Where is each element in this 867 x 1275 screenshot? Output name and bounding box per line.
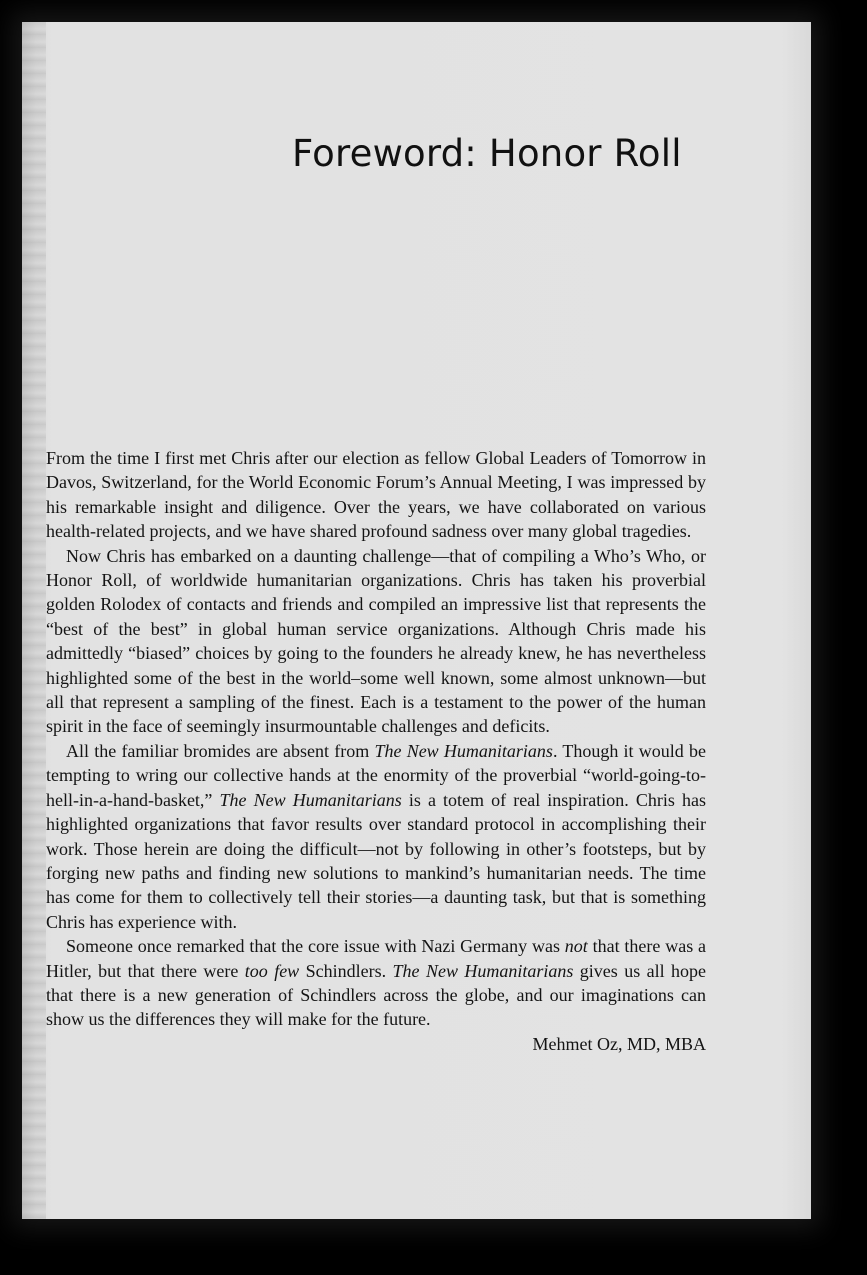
paragraph-2-text: Now Chris has embarked on a daunting challenge—that of compiling a Who’s Who, or Honor Roll, of worldwide humanitarian organizations. Chris has taken his proverbial golden Rolodex of contacts and friends and compiled an impressive list that represents the “best of the best” in global human service organizations. Although Chris made his admittedly “biased” choices by going to the founders he already knew, he has nevertheless highlighted some of the best in the world–some well known, some almost unknown—but all that represent a sampling of the finest. Each is a testament to the power of the human spirit in the face of seemingly insurmountable challenges and deficits.: [46, 545, 706, 737]
book-title-italic: The New Humanitarians: [374, 740, 553, 761]
page-title: Foreword: Honor Roll: [292, 132, 682, 175]
paragraph-4-text: Someone once remarked that the core issue with Nazi Germany was: [66, 936, 565, 957]
paragraph-2: [46, 544, 706, 739]
paragraph-1: [46, 446, 706, 544]
emphasis-italic: not: [564, 936, 588, 957]
paragraph-3-text: . Though it would be tempting to wring our collective hands at the enormity of the proverbial “world-going-to-hell-in-a-hand-basket,”: [46, 740, 706, 810]
paragraph-4-text: gives us all hope that there is a new generation of Schindlers across the globe, and our imaginations can show us the differences they will make for the future.: [46, 960, 707, 1030]
book-page: [22, 22, 811, 1219]
page-gutter-shadow: [22, 22, 46, 1219]
paragraph-4-text: that there was a Hitler, but that there were: [46, 936, 706, 981]
paragraph-4: [46, 934, 706, 1032]
foreword-body: [46, 446, 706, 1056]
paragraph-1-text: From the time I first met Chris after our election as fellow Global Leaders of Tomorrow in Davos, Switzerland, for the World Economic Forum’s Annual Meeting, I was impressed by his remarkable insight and diligence. Over the years, we have collaborated on various health-related projects, and we have shared profound sadness over many global tragedies.: [46, 448, 706, 542]
signature: Mehmet Oz, MD, MBA: [532, 1033, 706, 1054]
paragraph-3-text: All the familiar bromides are absent from: [66, 740, 375, 761]
paragraph-4-text: Schindlers.: [299, 960, 393, 981]
book-title-italic: The New Humanitarians: [219, 789, 402, 810]
book-title-italic: The New Humanitarians: [392, 960, 574, 981]
paragraph-3-text: is a totem of real inspiration. Chris has highlighted organizations that favor results over standard protocol in accomplishing their work. Those herein are doing the difficult—not by following in other’s footsteps, but by forging new paths and finding new solutions to mankind’s humanitarian needs. The time has come for them to collectively tell their stories—a daunting task, but that is something Chris has experience with.: [46, 789, 707, 932]
emphasis-italic: too few: [244, 960, 300, 981]
paragraph-3: [46, 739, 706, 934]
